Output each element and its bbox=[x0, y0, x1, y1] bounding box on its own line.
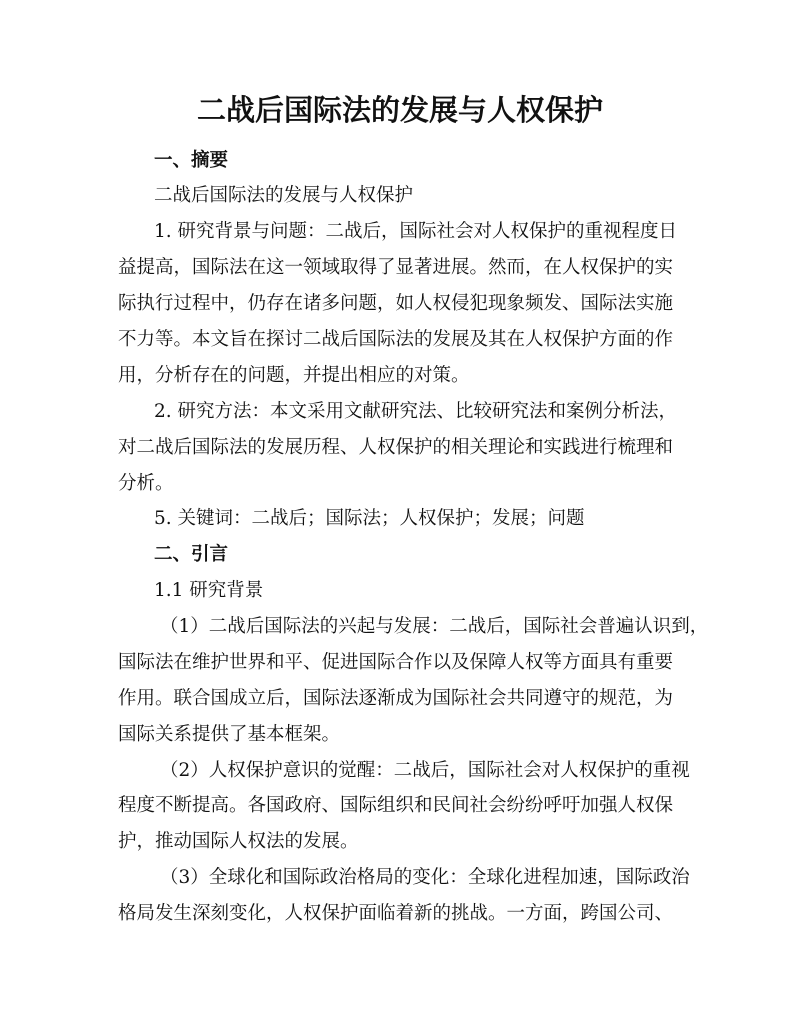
paragraph-line: 2. 研究方法：本文采用文献研究法、比较研究法和案例分析法， bbox=[154, 401, 678, 422]
paragraph-line: 益提高，国际法在这一领域取得了显著进展。然而，在人权保护的实 bbox=[118, 257, 674, 278]
paragraph-line: 二战后国际法的发展与人权保护 bbox=[154, 185, 414, 206]
paragraph-line: 5. 关键词：二战后；国际法；人权保护；发展；问题 bbox=[154, 508, 585, 529]
paragraph-line: 用，分析存在的问题，并提出相应的对策。 bbox=[118, 365, 470, 386]
paragraph-line: 格局发生深刻变化，人权保护面临着新的挑战。一方面，跨国公司、 bbox=[118, 903, 674, 924]
paragraph-line: 护，推动国际人权法的发展。 bbox=[118, 831, 359, 852]
paragraph-line: 作用。联合国成立后，国际法逐渐成为国际社会共同遵守的规范，为 bbox=[118, 688, 674, 709]
paragraph-line: 1. 研究背景与问题：二战后，国际社会对人权保护的重视程度日 bbox=[154, 221, 678, 242]
section-heading-introduction: 二、引言 bbox=[154, 544, 229, 565]
paragraph-line: 程度不断提高。各国政府、国际组织和民间社会纷纷呼吁加强人权保 bbox=[118, 795, 674, 816]
paragraph-line: （3）全球化和国际政治格局的变化：全球化进程加速，国际政治 bbox=[160, 867, 690, 888]
paragraph-line: 国际法在维护世界和平、促进国际合作以及保障人权等方面具有重要 bbox=[118, 652, 674, 673]
paragraph-line: （2）人权保护意识的觉醒：二战后，国际社会对人权保护的重视 bbox=[160, 760, 690, 781]
paragraph-line: （1）二战后国际法的兴起与发展：二战后，国际社会普遍认识到， bbox=[160, 616, 709, 637]
paragraph-line: 国际关系提供了基本框架。 bbox=[118, 724, 341, 745]
section-heading-abstract: 一、摘要 bbox=[154, 150, 229, 171]
subsection-heading: 1.1 研究背景 bbox=[154, 580, 264, 601]
document-title: 二战后国际法的发展与人权保护 bbox=[196, 93, 603, 127]
paragraph-line: 际执行过程中，仍存在诸多问题，如人权侵犯现象频发、国际法实施 bbox=[118, 293, 674, 314]
paragraph-line: 对二战后国际法的发展历程、人权保护的相关理论和实践进行梳理和 bbox=[118, 437, 674, 458]
paragraph-line: 不力等。本文旨在探讨二战后国际法的发展及其在人权保护方面的作 bbox=[118, 329, 674, 350]
paragraph-line: 分析。 bbox=[118, 473, 174, 494]
